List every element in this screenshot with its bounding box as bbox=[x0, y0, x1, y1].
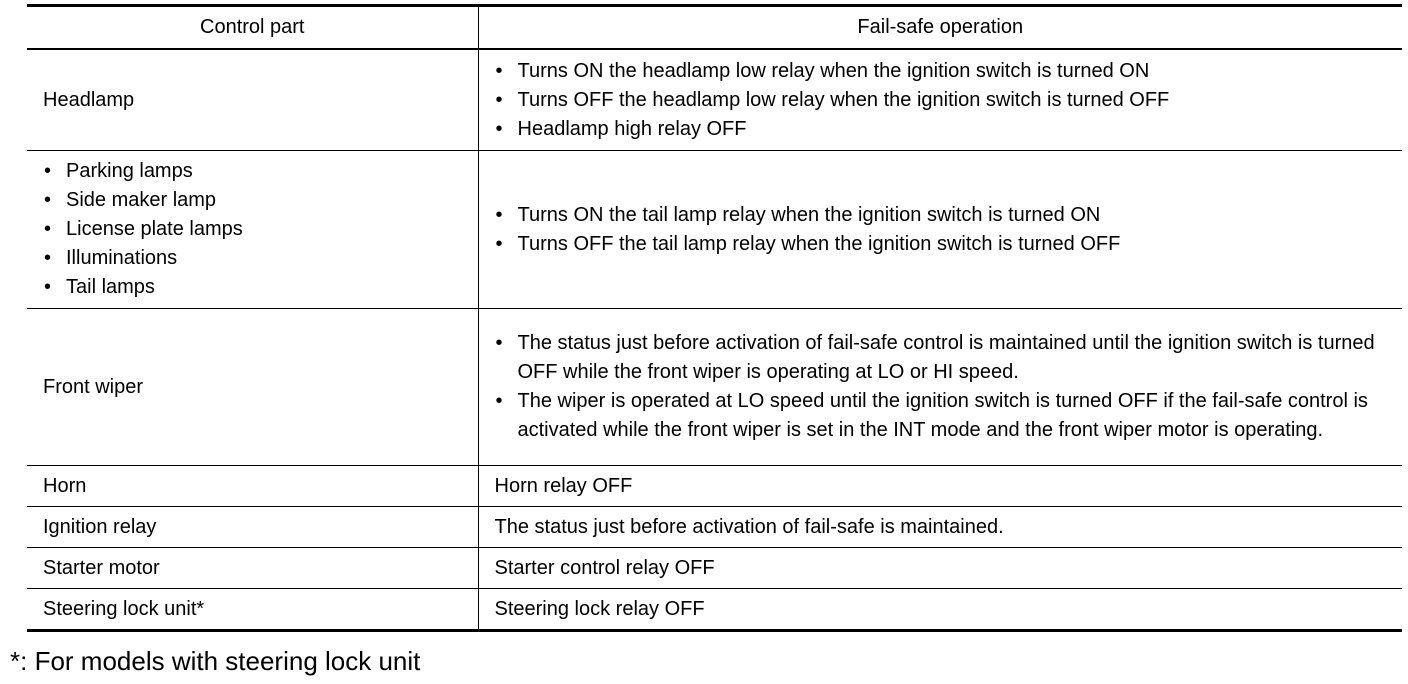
failsafe-operation-cell: Steering lock relay OFF bbox=[478, 589, 1402, 631]
failsafe-operation-cell bbox=[478, 309, 1402, 466]
failsafe-operation-cell: Starter control relay OFF bbox=[478, 548, 1402, 589]
control-part-cell: Ignition relay bbox=[27, 507, 478, 548]
table-row-horn bbox=[27, 466, 1402, 507]
control-part-item: • Tail lamps bbox=[43, 273, 470, 302]
table-row-steering-lock bbox=[27, 589, 1402, 631]
operation-item: • The wiper is operated at LO speed until the ignition switch is turned OFF if the fail-safe control is activated while the front wiper is set in the INT mode and the front wiper motor is operating. bbox=[495, 387, 1395, 445]
failsafe-operation-cell bbox=[478, 151, 1402, 309]
operation-item: • Turns OFF the headlamp low relay when the ignition switch is turned OFF bbox=[495, 86, 1395, 115]
table-row-lamps bbox=[27, 151, 1402, 309]
control-part-cell: Starter motor bbox=[27, 548, 478, 589]
operation-item: • The status just before activation of fail-safe control is maintained until the ignition switch is turned OFF while the front wiper is operating at LO or HI speed. bbox=[495, 329, 1395, 387]
control-part-cell: Headlamp bbox=[27, 49, 478, 151]
failsafe-operation-cell: Horn relay OFF bbox=[478, 466, 1402, 507]
control-part-cell: Front wiper bbox=[27, 309, 478, 466]
control-part-item: • Parking lamps bbox=[43, 157, 470, 186]
header-control-part: Control part bbox=[27, 6, 478, 50]
header-failsafe-operation: Fail-safe operation bbox=[478, 6, 1402, 50]
table-row-front-wiper bbox=[27, 309, 1402, 466]
operation-list bbox=[495, 57, 1395, 144]
control-part-item: • Side maker lamp bbox=[43, 186, 470, 215]
control-part-cell bbox=[27, 151, 478, 309]
table-row-ignition-relay bbox=[27, 507, 1402, 548]
table-row-headlamp bbox=[27, 49, 1402, 151]
operation-item: • Turns ON the headlamp low relay when the ignition switch is turned ON bbox=[495, 57, 1395, 86]
table-header-row bbox=[27, 6, 1402, 50]
operation-list bbox=[495, 201, 1395, 259]
control-part-item: • License plate lamps bbox=[43, 215, 470, 244]
control-part-cell: Horn bbox=[27, 466, 478, 507]
failsafe-operation-cell: The status just before activation of fail-safe is maintained. bbox=[478, 507, 1402, 548]
operation-item: • Turns OFF the tail lamp relay when the ignition switch is turned OFF bbox=[495, 230, 1395, 259]
control-part-list bbox=[43, 157, 470, 302]
control-part-item: • Illuminations bbox=[43, 244, 470, 273]
operation-list bbox=[495, 329, 1395, 445]
footnote: *: For models with steering lock unit bbox=[10, 646, 421, 676]
failsafe-table bbox=[27, 4, 1402, 632]
table-row-starter-motor bbox=[27, 548, 1402, 589]
control-part-cell: Steering lock unit* bbox=[27, 589, 478, 631]
failsafe-operation-cell bbox=[478, 49, 1402, 151]
operation-item: • Turns ON the tail lamp relay when the ignition switch is turned ON bbox=[495, 201, 1395, 230]
operation-item: • Headlamp high relay OFF bbox=[495, 115, 1395, 144]
